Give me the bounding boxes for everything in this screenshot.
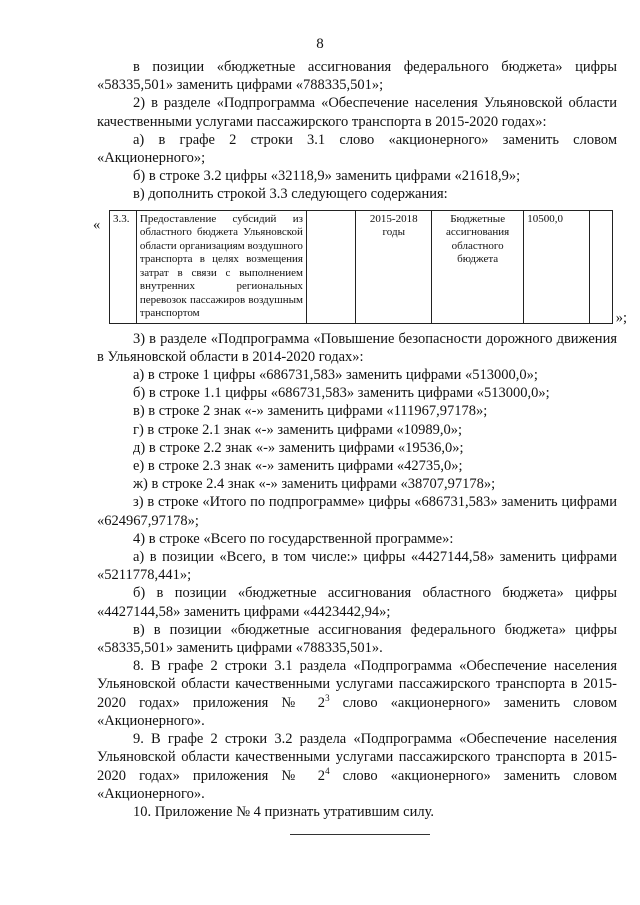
- para-road-e: е) в строке 2.3 знак «-» заменить цифрами «42735,0»;: [133, 458, 463, 475]
- cell-years: 2015-2018 годы: [356, 210, 432, 323]
- para-road-b: б) в строке 1.1 цифры «686731,583» заменить цифрами «513000,0»;: [133, 385, 550, 402]
- para-item-a: а) в графе 2 строки 3.1 слово «акционерного» заменить словом «Акционерного»;: [97, 131, 617, 167]
- clause-8-text: 8. В графе 2 строки 3.1 раздела «Подпрограмма «Обеспечение населения Ульяновской области качественными услугами пассажирского транспорта в 2015-2020 годах» приложения № 2: [97, 658, 617, 711]
- para-road-v: в) в строке 2 знак «-» заменить цифрами «111967,97178»;: [133, 403, 488, 420]
- para-road-safety-subprogram: 3) в разделе «Подпрограмма «Повышение безопасности дорожного движения в Ульяновской области в 2014-2020 годах»:: [97, 330, 617, 365]
- clause-9-sup: 4: [325, 765, 330, 776]
- para-total-v: в) в позиции «бюджетные ассигнования федерального бюджета» цифры «58335,501» заменить цифрами «788335,501».: [97, 621, 617, 657]
- cell-funding-source: Бюджетные ассигнования областного бюджета: [432, 210, 524, 323]
- inserted-row-table: [109, 210, 613, 324]
- para-clause-8: [97, 657, 617, 730]
- cell-description: Предоставление субсидий из областного бюджета Ульяновской области организациям воздушного транспорта в целях возмещения затрат в связи с выполнением внутренних региональных перевозок пассажиров воздушным транспортом: [136, 210, 306, 323]
- cell-row-number: 3.3.: [110, 210, 137, 323]
- clause-8-sup: 3: [325, 692, 330, 703]
- para-road-z: з) в строке «Итого по подпрограмме» цифры «686731,583» заменить цифрами «624967,97178»;: [97, 494, 617, 529]
- para-item-v: в) дополнить строкой 3.3 следующего содержания:: [133, 186, 448, 203]
- para-total-program: 4) в строке «Всего по государственной программе»:: [133, 530, 454, 547]
- para-road-d: д) в строке 2.2 знак «-» заменить цифрами «19536,0»;: [133, 439, 464, 456]
- para-item-b: б) в строке 3.2 цифры «32118,9» заменить цифрами «21618,9»;: [133, 168, 521, 185]
- para-clause-9: [97, 730, 617, 803]
- para-total-b: б) в позиции «бюджетные ассигнования областного бюджета» цифры «4427144,58» заменить цифрами «4423442,94»;: [97, 585, 617, 620]
- open-quote: «: [93, 216, 101, 233]
- para-transport-subprogram: 2) в разделе «Подпрограмма «Обеспечение населения Ульяновской области качественными услугами пассажирского транспорта в 2015-2020 годах»:: [97, 95, 617, 130]
- end-separator-line: [290, 834, 430, 835]
- inserted-row-block: [93, 210, 627, 327]
- para-road-a: а) в строке 1 цифры «686731,583» заменить цифрами «513000,0»;: [133, 367, 538, 384]
- clause-9-text: 9. В графе 2 строки 3.2 раздела «Подпрограмма «Обеспечение населения Ульяновской области качественными услугами пассажирского транспорта в 2015-2020 годах» приложения № 2: [97, 731, 617, 784]
- cell-empty-last: [590, 210, 613, 323]
- clause-9-tail: слово «акционерного» заменить словом «Акционерного».: [97, 767, 617, 802]
- para-clause-10: 10. Приложение № 4 признать утратившим силу.: [133, 803, 435, 820]
- para-road-g: г) в строке 2.1 знак «-» заменить цифрами «10989,0»;: [133, 421, 463, 438]
- close-quote: »;: [615, 310, 627, 327]
- para-federal-budget-position: в позиции «бюджетные ассигнования федерального бюджета» цифры «58335,501» заменить цифрами «788335,501»;: [97, 59, 617, 94]
- cell-empty: [306, 210, 356, 323]
- para-road-zh: ж) в строке 2.4 знак «-» заменить цифрами «38707,97178»;: [133, 476, 496, 493]
- clause-8-tail: слово «акционерного» заменить словом «Акционерного».: [97, 694, 617, 729]
- page-number: 8: [316, 36, 324, 52]
- document-body: [93, 58, 627, 821]
- table-row: [110, 210, 613, 323]
- cell-amount: 10500,0: [524, 210, 590, 323]
- para-total-a: а) в позиции «Всего, в том числе:» цифры «4427144,58» заменить цифрами «5211778,441»;: [97, 549, 617, 584]
